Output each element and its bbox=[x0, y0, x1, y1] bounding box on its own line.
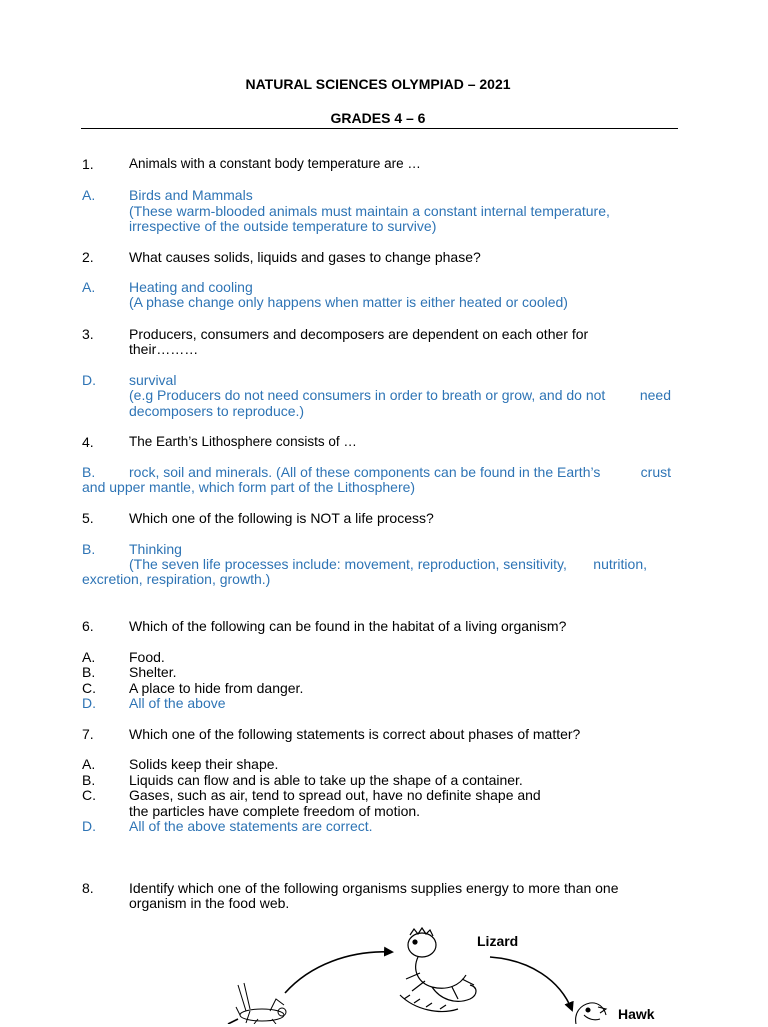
q3-explanation-line-1b: need bbox=[639, 387, 671, 403]
q7-option-letter: A. bbox=[82, 756, 96, 772]
lizard-icon bbox=[400, 928, 476, 1011]
q5-explanation-line-2: excretion, respiration, growth.) bbox=[82, 571, 271, 587]
q5-number: 5. bbox=[82, 510, 94, 526]
q1-answer: Birds and Mammals bbox=[129, 187, 253, 203]
food-web-arrow bbox=[228, 1019, 238, 1024]
q3-answer-letter: D. bbox=[82, 372, 96, 388]
q2-explanation-line-1: (A phase change only happens when matter is either heated or cooled) bbox=[129, 294, 568, 310]
q3-explanation-line-1 bbox=[129, 387, 671, 403]
q5-explanation-line-1a: (The seven life processes include: movement, reproduction, sensitivity, bbox=[129, 556, 567, 572]
food-web-diagram bbox=[0, 915, 768, 1024]
q2-question: What causes solids, liquids and gases to change phase? bbox=[129, 249, 481, 265]
q7-question: Which one of the following statements is correct about phases of matter? bbox=[129, 726, 581, 742]
q7-correct-option-text: All of the above statements are correct. bbox=[129, 818, 373, 834]
q6-correct-option-text: All of the above bbox=[129, 695, 226, 711]
q5-answer: Thinking bbox=[129, 541, 182, 557]
header-divider bbox=[81, 128, 678, 129]
page-subtitle: GRADES 4 – 6 bbox=[330, 110, 426, 126]
q6-option-letter: B. bbox=[82, 664, 96, 680]
q4-answer-line-2: and upper mantle, which form part of the Lithosphere) bbox=[82, 479, 416, 495]
food-web-arrow bbox=[285, 952, 392, 993]
q6-question: Which of the following can be found in the habitat of a living organism? bbox=[129, 618, 567, 634]
q5-answer-letter: B. bbox=[82, 541, 96, 557]
q1-question: Animals with a constant body temperature are … bbox=[129, 156, 421, 171]
q1-answer-letter: A. bbox=[82, 187, 96, 203]
q4-answer-line-1b: crust bbox=[640, 464, 671, 480]
q3-answer: survival bbox=[129, 372, 177, 388]
q3-question-line-1: Producers, consumers and decomposers are dependent on each other for bbox=[129, 326, 589, 342]
lizard-label: Lizard bbox=[477, 933, 519, 949]
q6-option-letter: A. bbox=[82, 649, 96, 665]
q3-question-line-2: their……… bbox=[129, 341, 199, 357]
q7-option-text: Solids keep their shape. bbox=[129, 756, 279, 772]
q7-option-text: Gases, such as air, tend to spread out, have no definite shape and bbox=[129, 787, 541, 803]
grasshopper-icon bbox=[236, 983, 286, 1024]
q7-option-text-continued: the particles have complete freedom of motion. bbox=[129, 803, 421, 819]
hawk-label: Hawk bbox=[618, 1006, 655, 1022]
q6-option-text: Shelter. bbox=[129, 664, 177, 680]
q5-question: Which one of the following is NOT a life process? bbox=[129, 510, 434, 526]
q6-option-letter: C. bbox=[82, 680, 96, 696]
q7-option-letter: B. bbox=[82, 772, 96, 788]
q2-answer-letter: A. bbox=[82, 279, 96, 295]
q3-explanation-line-1a: (e.g Producers do not need consumers in order to breath or grow, and do not bbox=[129, 387, 606, 403]
food-web-arrow bbox=[490, 957, 572, 1010]
q7-option-text: Liquids can flow and is able to take up the shape of a container. bbox=[129, 772, 523, 788]
q1-number: 1. bbox=[82, 156, 94, 172]
q7-number: 7. bbox=[82, 726, 94, 742]
q4-number: 4. bbox=[82, 434, 94, 450]
q6-number: 6. bbox=[82, 618, 94, 634]
q6-correct-option-letter: D. bbox=[82, 695, 96, 711]
q1-explanation-line-2: irrespective of the outside temperature to survive) bbox=[129, 218, 437, 234]
q7-correct-option-letter: D. bbox=[82, 818, 96, 834]
q5-explanation-line-1b: nutrition, bbox=[593, 556, 647, 572]
q2-answer: Heating and cooling bbox=[129, 279, 253, 295]
q5-explanation-line-1 bbox=[129, 556, 647, 572]
q3-number: 3. bbox=[82, 326, 94, 342]
q8-question-line-2: organism in the food web. bbox=[129, 895, 290, 911]
hawk-icon bbox=[576, 1003, 606, 1024]
q7-option-letter: C. bbox=[82, 787, 96, 803]
page-title: NATURAL SCIENCES OLYMPIAD – 2021 bbox=[245, 76, 511, 92]
q6-option-text: A place to hide from danger. bbox=[129, 680, 304, 696]
q4-answer-line-1a: rock, soil and minerals. (All of these components can be found in the Earth’s bbox=[129, 464, 601, 480]
q8-number: 8. bbox=[82, 880, 94, 896]
q8-question-line-1: Identify which one of the following organisms supplies energy to more than one bbox=[129, 880, 619, 896]
q4-question: The Earth’s Lithosphere consists of … bbox=[129, 434, 357, 449]
q3-explanation-line-2: decomposers to reproduce.) bbox=[129, 403, 305, 419]
q4-answer-letter: B. bbox=[82, 464, 96, 480]
q2-number: 2. bbox=[82, 249, 94, 265]
q1-explanation-line-1: (These warm-blooded animals must maintain a constant internal temperature, bbox=[129, 203, 610, 219]
q6-option-text: Food. bbox=[129, 649, 165, 665]
q4-answer-line-1 bbox=[129, 464, 671, 480]
